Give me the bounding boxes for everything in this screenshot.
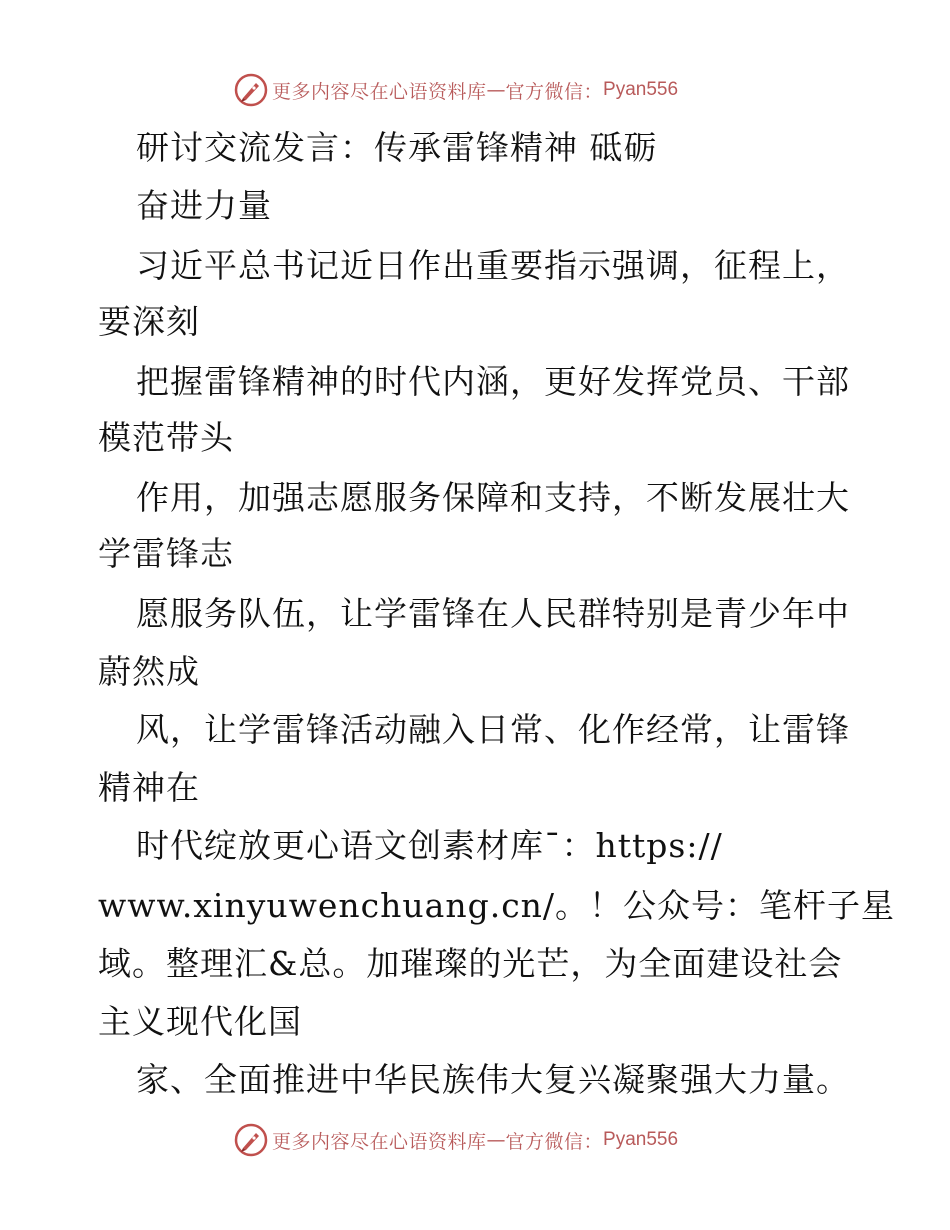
paragraph-line: 把握雷锋精神的时代内涵，更好发挥党员、干部 — [136, 362, 850, 401]
paragraph-line: 学雷锋志 — [98, 534, 234, 573]
wechat-label: 官方微信： — [505, 80, 604, 103]
paragraph-line: 时代绽放更心语文创素材库¯：https:// — [136, 826, 723, 865]
title-line: 研讨交流发言：传承雷锋精神 砥砺 — [136, 128, 658, 167]
promo-text: 更多内容尽在心语资料库 — [272, 80, 487, 103]
paragraph-line: www.xinyuwenchuang.cn/。！公众号：笔杆子星 — [98, 886, 896, 925]
banner-separator: — — [486, 79, 506, 101]
promo-text: 更多内容尽在心语资料库 — [272, 1130, 487, 1153]
paragraph-line: 蔚然成 — [98, 652, 200, 691]
footer-watermark-banner — [234, 1122, 678, 1158]
paragraph-line: 主义现代化国 — [98, 1002, 302, 1041]
paragraph-line: 习近平总书记近日作出重要指示强调，征程上， — [136, 246, 850, 285]
wechat-label: 官方微信： — [505, 1130, 604, 1153]
pen-nib-logo-icon — [234, 73, 268, 107]
paragraph-line: 愿服务队伍，让学雷锋在人民群特别是青少年中 — [136, 594, 850, 633]
paragraph-line: 风，让学雷锋活动融入日常、化作经常，让雷锋 — [136, 710, 850, 749]
paragraph-line: 家、全面推进中华民族伟大复兴凝聚强大力量。 — [136, 1060, 850, 1099]
wechat-id: Pyan556 — [603, 79, 679, 100]
header-watermark-banner — [234, 72, 678, 108]
paragraph-line: 精神在 — [98, 768, 200, 807]
wechat-id: Pyan556 — [603, 1129, 679, 1150]
paragraph-line: 要深刻 — [98, 302, 200, 341]
pen-nib-logo-icon — [234, 1123, 268, 1157]
banner-separator: — — [486, 1129, 506, 1151]
paragraph-line: 作用，加强志愿服务保障和支持，不断发展壮大 — [136, 478, 850, 517]
title-line: 奋进力量 — [136, 186, 272, 225]
paragraph-line: 域。整理汇&总。加璀璨的光芒，为全面建设社会 — [98, 944, 843, 983]
paragraph-line: 模范带头 — [98, 418, 234, 457]
